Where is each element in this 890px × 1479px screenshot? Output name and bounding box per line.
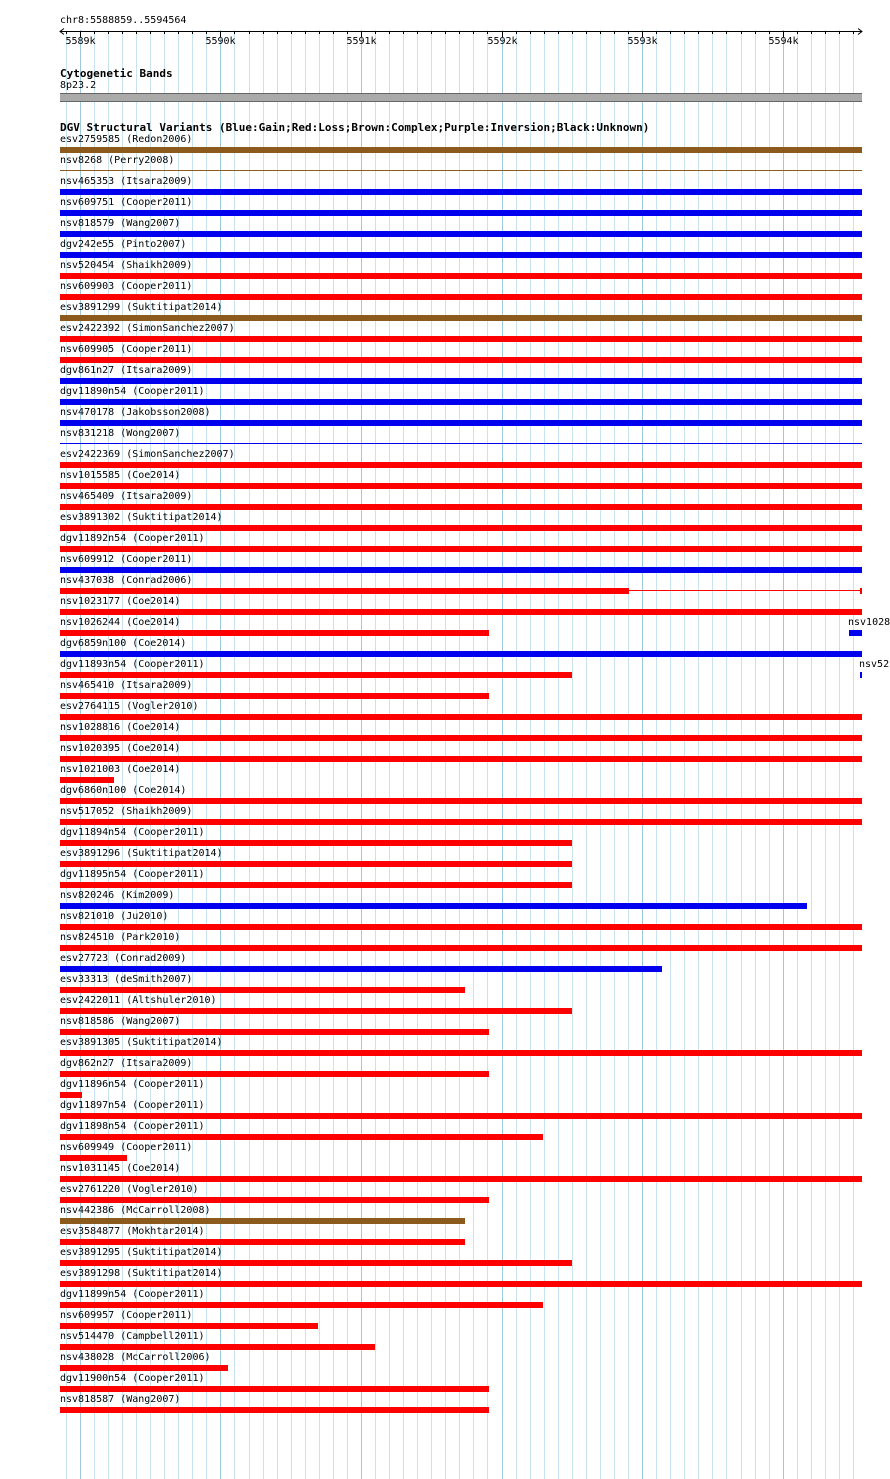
cytoband-bar[interactable]: [60, 93, 862, 102]
dgv-track-title: DGV Structural Variants (Blue:Gain;Red:Loss;Brown:Complex;Purple:Inversion;Black:Unknown): [60, 121, 650, 134]
variant-bar[interactable]: [60, 924, 862, 930]
variant-bar[interactable]: [60, 1323, 318, 1329]
variant-bar[interactable]: [60, 1344, 375, 1350]
variant-bar[interactable]: [60, 1260, 572, 1266]
variant-bar-end-cap[interactable]: [860, 588, 862, 594]
variant-label: nsv818587 (Wang2007): [60, 1394, 181, 1405]
cytoband-label: 8p23.2: [60, 80, 97, 91]
variant-bar[interactable]: [60, 1029, 489, 1035]
variant-bar[interactable]: [60, 840, 572, 846]
variant-bar[interactable]: [60, 672, 572, 678]
variant-bar[interactable]: [60, 714, 862, 720]
variant-label: esv33313 (deSmith2007): [60, 974, 193, 985]
variant-label: nsv438028 (McCarroll2006): [60, 1352, 211, 1363]
variant-bar[interactable]: [60, 483, 862, 489]
variant-bar[interactable]: [60, 210, 862, 216]
variant-side-bar[interactable]: [860, 672, 862, 678]
variant-label: esv2764115 (Vogler2010): [60, 701, 199, 712]
variant-label: esv3891296 (Suktitipat2014): [60, 848, 223, 859]
variant-bar[interactable]: [60, 1134, 543, 1140]
variant-label: nsv1031145 (Coe2014): [60, 1163, 181, 1174]
variant-label: nsv818586 (Wang2007): [60, 1016, 181, 1027]
variant-label: dgv242e55 (Pinto2007): [60, 239, 187, 250]
variant-label: nsv820246 (Kim2009): [60, 890, 175, 901]
variant-bar[interactable]: [60, 567, 862, 573]
variant-bar[interactable]: [60, 504, 862, 510]
variant-bar[interactable]: [60, 147, 862, 153]
variant-label: nsv1021003 (Coe2014): [60, 764, 181, 775]
variant-label: nsv520454 (Shaikh2009): [60, 260, 193, 271]
variant-label: nsv609903 (Cooper2011): [60, 281, 193, 292]
variant-bar[interactable]: [60, 231, 862, 237]
ruler: [0, 0, 890, 60]
variant-bar[interactable]: [60, 1407, 489, 1413]
variant-bar[interactable]: [60, 609, 862, 615]
variant-bar[interactable]: [60, 1092, 82, 1098]
variant-bar[interactable]: [60, 903, 807, 909]
ruler-tick-label: 5592k: [487, 36, 518, 47]
variant-bar[interactable]: [60, 357, 862, 363]
variant-label: dgv11895n54 (Cooper2011): [60, 869, 205, 880]
region-label: chr8:5588859..5594564: [60, 15, 187, 26]
variant-label: dgv6859n100 (Coe2014): [60, 638, 187, 649]
variant-bar[interactable]: [60, 945, 862, 951]
variant-label: esv27723 (Conrad2009): [60, 953, 187, 964]
variant-label: nsv831218 (Wong2007): [60, 428, 181, 439]
variant-side-label: nsv1028: [848, 617, 890, 628]
variant-label: esv2422392 (SimonSanchez2007): [60, 323, 235, 334]
variant-bar[interactable]: [60, 1302, 543, 1308]
variant-label: dgv11900n54 (Cooper2011): [60, 1373, 205, 1384]
variant-label: esv2761220 (Vogler2010): [60, 1184, 199, 1195]
variant-bar[interactable]: [60, 336, 862, 342]
variant-label: nsv821010 (Ju2010): [60, 911, 169, 922]
variant-label: dgv11897n54 (Cooper2011): [60, 1100, 205, 1111]
variant-label: esv3891305 (Suktitipat2014): [60, 1037, 223, 1048]
variant-bar[interactable]: [60, 399, 862, 405]
variant-bar[interactable]: [60, 1050, 862, 1056]
variant-bar[interactable]: [60, 588, 629, 594]
variant-bar[interactable]: [60, 252, 862, 258]
variant-label: nsv609905 (Cooper2011): [60, 344, 193, 355]
variant-bar[interactable]: [60, 1071, 489, 1077]
variant-bar[interactable]: [60, 1155, 127, 1161]
variant-label: dgv11898n54 (Cooper2011): [60, 1121, 205, 1132]
variant-bar[interactable]: [60, 756, 862, 762]
variant-bar[interactable]: [60, 420, 862, 426]
variant-label: esv2422011 (Altshuler2010): [60, 995, 217, 1006]
variant-side-bar[interactable]: [849, 630, 862, 636]
variant-label: dgv11894n54 (Cooper2011): [60, 827, 205, 838]
variant-label: dgv6860n100 (Coe2014): [60, 785, 187, 796]
variant-bar[interactable]: [60, 630, 489, 636]
variant-bar[interactable]: [60, 735, 862, 741]
variant-label: nsv609912 (Cooper2011): [60, 554, 193, 565]
variant-bar[interactable]: [60, 462, 862, 468]
variant-label: nsv1023177 (Coe2014): [60, 596, 181, 607]
variant-label: esv2422369 (SimonSanchez2007): [60, 449, 235, 460]
ruler-tick-label: 5593k: [627, 36, 658, 47]
variant-bar[interactable]: [60, 693, 489, 699]
variant-label: nsv1020395 (Coe2014): [60, 743, 181, 754]
variant-label: nsv609751 (Cooper2011): [60, 197, 193, 208]
variant-bar[interactable]: [60, 546, 862, 552]
variant-label: dgv11892n54 (Cooper2011): [60, 533, 205, 544]
variant-bar[interactable]: [60, 1365, 228, 1371]
variant-label: nsv8268 (Perry2008): [60, 155, 175, 166]
variant-label: esv3891298 (Suktitipat2014): [60, 1268, 223, 1279]
variant-bar[interactable]: [60, 1113, 862, 1119]
variant-side-label: nsv52: [859, 659, 890, 670]
variant-label: nsv609957 (Cooper2011): [60, 1310, 193, 1321]
variant-bar[interactable]: [60, 1239, 465, 1245]
variant-bar-extension[interactable]: [629, 590, 862, 591]
variant-label: nsv609949 (Cooper2011): [60, 1142, 193, 1153]
variant-bar[interactable]: [60, 798, 862, 804]
variant-bar[interactable]: [60, 861, 572, 867]
variant-label: dgv11896n54 (Cooper2011): [60, 1079, 205, 1090]
variant-label: nsv1026244 (Coe2014): [60, 617, 181, 628]
variant-bar[interactable]: [60, 170, 862, 171]
variant-label: esv3891302 (Suktitipat2014): [60, 512, 223, 523]
variant-bar[interactable]: [60, 294, 862, 300]
variant-bar[interactable]: [60, 819, 862, 825]
ruler-tick-label: 5591k: [346, 36, 377, 47]
variant-label: nsv1015585 (Coe2014): [60, 470, 181, 481]
variant-bar[interactable]: [60, 777, 114, 783]
variant-label: nsv442386 (McCarroll2008): [60, 1205, 211, 1216]
variant-label: dgv861n27 (Itsara2009): [60, 365, 193, 376]
ruler-tick-label: 5590k: [205, 36, 236, 47]
variant-label: nsv818579 (Wang2007): [60, 218, 181, 229]
variant-bar[interactable]: [60, 189, 862, 195]
variant-label: nsv517052 (Shaikh2009): [60, 806, 193, 817]
variant-bar[interactable]: [60, 315, 862, 321]
cytoband-track-title: Cytogenetic Bands: [60, 67, 173, 80]
variant-label: esv3584877 (Mokhtar2014): [60, 1226, 205, 1237]
variant-label: esv3891299 (Suktitipat2014): [60, 302, 223, 313]
variant-bar[interactable]: [60, 1197, 489, 1203]
variant-label: nsv465409 (Itsara2009): [60, 491, 193, 502]
variant-bar[interactable]: [60, 443, 862, 444]
variant-bar[interactable]: [60, 1176, 862, 1182]
variant-label: nsv824510 (Park2010): [60, 932, 181, 943]
variant-bar[interactable]: [60, 987, 465, 993]
ruler-tick-label: 5589k: [65, 36, 96, 47]
variant-bar[interactable]: [60, 966, 662, 972]
variant-bar[interactable]: [60, 525, 862, 531]
variant-label: esv3891295 (Suktitipat2014): [60, 1247, 223, 1258]
variant-label: dgv11899n54 (Cooper2011): [60, 1289, 205, 1300]
variant-label: dgv11890n54 (Cooper2011): [60, 386, 205, 397]
variant-bar[interactable]: [60, 1008, 572, 1014]
variant-label: dgv11893n54 (Cooper2011): [60, 659, 205, 670]
variant-label: nsv437038 (Conrad2006): [60, 575, 193, 586]
variant-label: esv2759585 (Redon2006): [60, 134, 193, 145]
variant-label: nsv1028816 (Coe2014): [60, 722, 181, 733]
variant-bar[interactable]: [60, 273, 862, 279]
variant-label: dgv862n27 (Itsara2009): [60, 1058, 193, 1069]
variant-label: nsv470178 (Jakobsson2008): [60, 407, 211, 418]
variant-bar[interactable]: [60, 1218, 465, 1224]
variant-label: nsv465353 (Itsara2009): [60, 176, 193, 187]
variant-bar[interactable]: [60, 1281, 862, 1287]
variant-label: nsv465410 (Itsara2009): [60, 680, 193, 691]
variant-bar[interactable]: [60, 651, 862, 657]
variant-bar[interactable]: [60, 882, 572, 888]
variant-label: nsv514470 (Campbell2011): [60, 1331, 205, 1342]
variant-bar[interactable]: [60, 378, 862, 384]
ruler-tick-label: 5594k: [768, 36, 799, 47]
variant-bar[interactable]: [60, 1386, 489, 1392]
